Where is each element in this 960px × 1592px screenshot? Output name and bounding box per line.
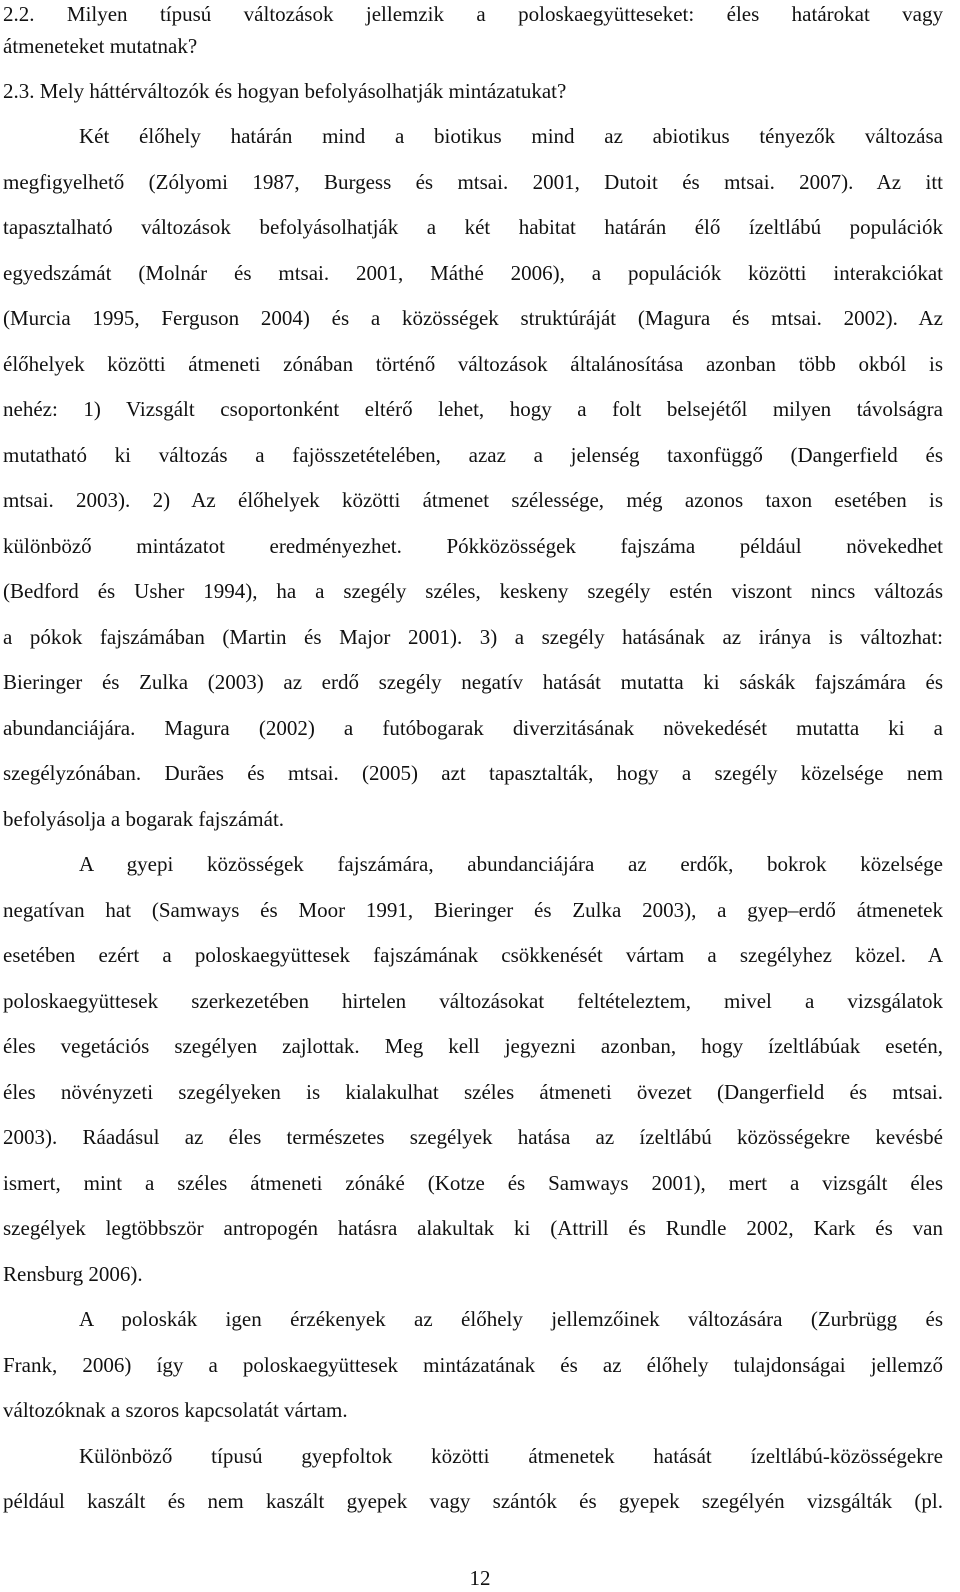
heading-question-2-2-continued: átmeneteket mutatnak? bbox=[3, 34, 198, 58]
paragraph-line: Különböző típusú gyepfoltok közötti átmenetek hatását ízeltlábú-közösségekre bbox=[79, 1444, 943, 1468]
paragraph-line: abundanciájára. Magura (2002) a futóbogarak diverzitásának növekedését mutatta ki a bbox=[3, 716, 943, 740]
paragraph-line: megfigyelhető (Zólyomi 1987, Burgess és mtsai. 2001, Dutoit és mtsai. 2007). Az itt bbox=[3, 170, 943, 194]
paragraph-line: ismert, mint a széles átmeneti zónáké (Kotze és Samways 2001), mert a vizsgált éles bbox=[3, 1171, 943, 1195]
paragraph-line: mutatható ki változás a fajösszetételében, azaz a jelenség taxonfüggő (Dangerfield és bbox=[3, 443, 943, 467]
paragraph-line: mtsai. 2003). 2) Az élőhelyek közötti átmenet szélessége, még azonos taxon esetében is bbox=[3, 488, 943, 512]
paragraph-line: élőhelyek közötti átmeneti zónában történő változások általánosítása azonban több okból is bbox=[3, 352, 943, 376]
paragraph-line: A poloskák igen érzékenyek az élőhely jellemzőinek változására (Zurbrügg és bbox=[79, 1307, 943, 1331]
paragraph-line: változóknak a szoros kapcsolatát vártam. bbox=[3, 1398, 348, 1422]
paragraph-line: esetében ezért a poloskaegyüttesek fajszámának csökkenését vártam a szegélyhez közel. A bbox=[3, 943, 943, 967]
paragraph-line: nehéz: 1) Vizsgált csoportonként eltérő lehet, hogy a folt belsejétől milyen távolságra bbox=[3, 397, 943, 421]
paragraph-line: például kaszált és nem kaszált gyepek vagy szántók és gyepek szegélyén vizsgálták (pl. bbox=[3, 1489, 943, 1513]
heading-question-2-2: 2.2. Milyen típusú változások jellemzik a poloskaegyütteseket: éles határokat vagy bbox=[3, 2, 943, 26]
paragraph-line: szegélyzónában. Durães és mtsai. (2005) azt tapasztalták, hogy a szegély közelsége nem bbox=[3, 761, 943, 785]
heading-question-2-3: 2.3. Mely háttérváltozók és hogyan befolyásolhatják mintázatukat? bbox=[3, 79, 567, 103]
paragraph-line: 2003). Ráadásul az éles természetes szegélyek hatása az ízeltlábú közösségekre kevésbé bbox=[3, 1125, 943, 1149]
paragraph-line: befolyásolja a bogarak fajszámát. bbox=[3, 807, 285, 831]
paragraph-line: szegélyek legtöbbször antropogén hatásra alakultak ki (Attrill és Rundle 2002, Kark és van bbox=[3, 1216, 943, 1240]
paragraph-line: A gyepi közösségek fajszámára, abundanciájára az erdők, bokrok közelsége bbox=[79, 852, 943, 876]
paragraph-line: éles növényzeti szegélyeken is kialakulhat széles átmeneti övezet (Dangerfield és mtsai. bbox=[3, 1080, 943, 1104]
paragraph-line: Rensburg 2006). bbox=[3, 1262, 143, 1286]
paragraph-line: éles vegetációs szegélyen zajlottak. Meg kell jegyezni azonban, hogy ízeltlábúak esetén, bbox=[3, 1034, 943, 1058]
paragraph-line: (Bedford és Usher 1994), ha a szegély széles, keskeny szegély estén viszont nincs változás bbox=[3, 579, 943, 603]
paragraph-line: egyedszámát (Molnár és mtsai. 2001, Máthé 2006), a populációk közötti interakciókat bbox=[3, 261, 943, 285]
paragraph-line: negatívan hat (Samways és Moor 1991, Bieringer és Zulka 2003), a gyep–erdő átmenetek bbox=[3, 898, 943, 922]
paragraph-line: Frank, 2006) így a poloskaegyüttesek mintázatának és az élőhely tulajdonságai jellemző bbox=[3, 1353, 943, 1377]
paragraph-line: a pókok fajszámában (Martin és Major 2001). 3) a szegély hatásának az iránya is változhat: bbox=[3, 625, 943, 649]
page-number: 12 bbox=[469, 1566, 491, 1590]
paragraph-line: különböző mintázatot eredményezhet. Pókközösségek fajszáma például növekedhet bbox=[3, 534, 943, 558]
paragraph-line: poloskaegyüttesek szerkezetében hirtelen változásokat feltételeztem, mivel a vizsgálatok bbox=[3, 989, 943, 1013]
paragraph-line: Bieringer és Zulka (2003) az erdő szegély negatív hatását mutatta ki sáskák fajszámára és bbox=[3, 670, 943, 694]
paragraph-line: Két élőhely határán mind a biotikus mind az abiotikus tényezők változása bbox=[79, 124, 943, 148]
paragraph-line: tapasztalható változások befolyásolhatják a két habitat határán élő ízeltlábú populációk bbox=[3, 215, 943, 239]
paragraph-line: (Murcia 1995, Ferguson 2004) és a közösségek struktúráját (Magura és mtsai. 2002). Az bbox=[3, 306, 943, 330]
